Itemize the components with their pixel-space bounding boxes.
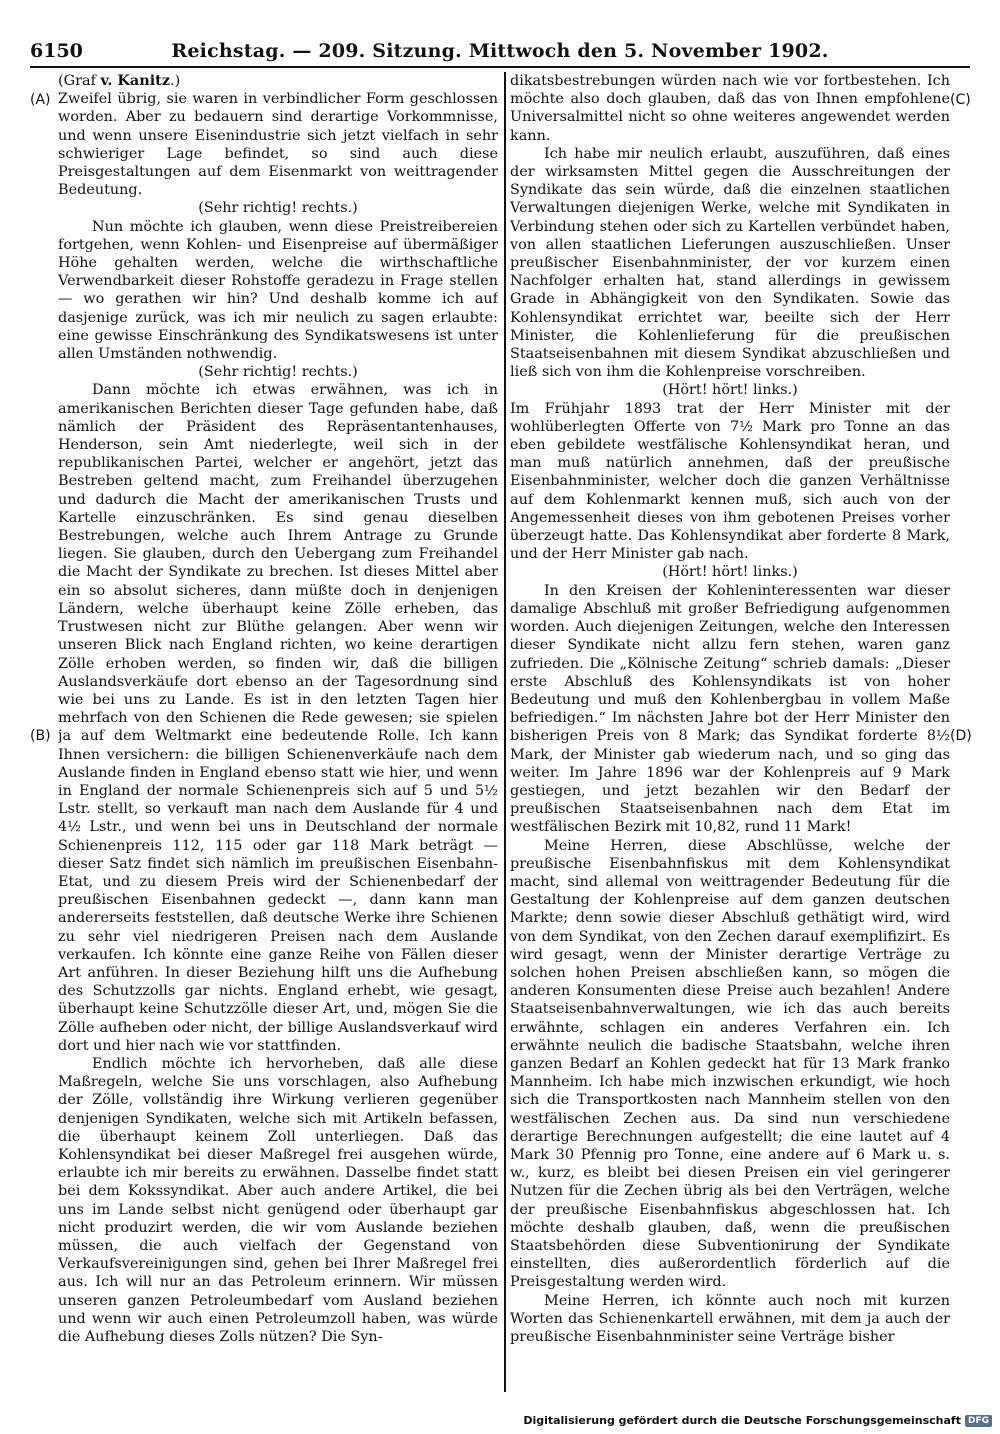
- interjection: (Sehr richtig! rechts.): [198, 364, 358, 381]
- left-column-body: [58, 90, 498, 1346]
- speaker-name: v. Kanitz: [100, 72, 170, 89]
- interjection: (Hört! hört! links.): [662, 564, 798, 581]
- right-column: [510, 72, 950, 1392]
- interjection: (Sehr richtig! rechts.): [198, 200, 358, 217]
- paragraph: Im Frühjahr 1893 trat der Herr Minister mit der wohlüberlegten Offerte von 7½ Mark pro Tonne an das eben gebildete westfälische Kohlensyndikat heran, und man muß natürlich annehmen, daß der preußische Eisenbahnminister, welcher doch die ganzen Verhältnisse auf dem Kohlenmarkt kennen muß, sich auch von der Angemessenheit dieses von ihm gebotenen Preises vorher überzeugt hatte. Das Kohlensyndikat aber forderte 8 Mark, und der Herr Minister gab nach.: [510, 400, 950, 563]
- column-rule: [504, 72, 506, 1392]
- footer-credit: [523, 1414, 992, 1427]
- running-head: Reichstag. — 209. Sitzung. Mittwoch den 5. November 1902.: [171, 40, 829, 62]
- paragraph: In den Kreisen der Kohleninteressenten war dieser damalige Abschluß mit großer Befriedigung aufgenommen worden. Auch diejenigen Zeitungen, welche den Interessen dieser Syndikate nicht allzu fern stehen, waren ganz zufrieden. Die „Kölnische Zeitung“ schrieb damals: „Dieser erste Abschluß des Kohlensyndikats ist von hoher Bedeutung und muß den Kohlenbergbau in vollem Maße befriedigen.“ Im nächsten Jahre bot der Herr Minister den bisherigen Preis von 8 Mark; das Syndikat forderte 8½ Mark, der Minister gab wiederum nach, und so ging das weiter. Im Jahre 1896 war der Kohlenpreis auf 9 Mark gestiegen, und jetzt bezahlen wir den Bedarf der preußischen Staatseisenbahnen nach dem Etat im westfälischen Bezirk mit 10,82, rund 11 Mark!: [510, 582, 950, 836]
- paragraph: Ich habe mir neulich erlaubt, auszuführen, daß eines der wirksamsten Mittel gegen die Ausschreitungen der Syndikate das sein würde, daß die einzelnen staatlichen Verwaltungen diejenigen Werke, welche mit Syndikaten in Verbindung stehen oder sich zu Kartellen verbündet haben, von allen staatlichen Lieferungen auszuschließen. Unser preußischer Eisenbahnminister, der vor kurzem einen Nachfolger erhalten hat, stand allerdings in gewissem Grade in Abhängigkeit von den Syndikaten. Sowie das Kohlensyndikat errichtet war, beeilte sich der Herr Minister, die Kohlenlieferung für die preußischen Staatseisenbahnen mit diesem Syndikat abzuschließen und ließ sich von ihm die Kohlenpreise vorschreiben.: [510, 145, 950, 381]
- margin-marker-d: (D): [950, 728, 972, 744]
- dfg-logo: DFG: [965, 1415, 992, 1427]
- left-column: [58, 72, 498, 1392]
- speaker-note: (Graf v. Kanitz.): [58, 72, 181, 89]
- paragraph: Meine Herren, ich könnte auch noch mit kurzen Worten das Schienenkartell erwähnen, mit dem ja auch der preußische Eisenbahnminister seine Verträge bisher: [510, 1292, 950, 1346]
- footer-credit-text: Digitalisierung gefördert durch die Deutsche Forschungsgemeinschaft: [523, 1414, 961, 1427]
- paragraph: Zweifel übrig, sie waren in verbindlicher Form geschlossen worden. Aber zu bedauern sind derartige Vorkommnisse, und wenn unsere Eisenindustrie sich jetzt vielfach in sehr schwieriger Lage befindet, so sind auch diese Preisgestaltungen auf dem Eisenmarkt von weittragender Bedeutung.: [58, 91, 498, 199]
- page-number: 6150: [30, 40, 83, 62]
- margin-marker-c: (C): [950, 92, 971, 108]
- margin-marker-a: (A): [30, 92, 51, 108]
- right-column-body: [510, 72, 950, 1346]
- paragraph: Meine Herren, diese Abschlüsse, welche der preußische Eisenbahnfiskus mit dem Kohlensyndikat macht, sind allemal von weittragender Bedeutung für die Gestaltung der Kohlenpreise auf dem ganzen deutschen Markte; denn sowie dieser Abschluß gethätigt wird, wird von dem Syndikat, von den Zechen darauf exemplifizirt. Es wird gesagt, wenn der Minister derartige Verträge zu solchen hohen Preisen abschließen kann, so mögen die anderen Konsumenten diese Preise auch bezahlen! Andere Staatseisenbahnverwaltungen, wie ich das auch bereits erwähnte, schlagen ein anderes Verfahren ein. Ich erwähnte neulich die badische Staatsbahn, welche ihren ganzen Bedarf an Kohlen gedeckt hat für 13 Mark franko Mannheim. Ich habe mich inzwischen erkundigt, wie hoch sich die Transportkosten nach Mannheim stellen von den westfälischen Zechen aus. Da sind nun verschiedene derartige Berechnungen aufgestellt; die eine lautet auf 4 Mark 30 Pfennig pro Tonne, eine andere auf 6 Mark u. s. w., kurz, es bleibt bei diesen Preisen ein viel geringerer Nutzen für die Zechen übrig als bei den Verträgen, welche der preußische Eisenbahnfiskus abgeschlossen hat. Ich möchte deshalb glauben, daß, wenn die preußischen Staatsbehörden diese Subventionirung der Syndikate einstellten, dies außerordentlich förderlich auf die Preisgestaltung werden wird.: [510, 837, 950, 1291]
- paragraph: dikatsbestrebungen würden nach wie vor fortbestehen. Ich möchte also doch glauben, daß das von Ihnen empfohlene Universalmittel nicht so ohne weiteres angewendet werden kann.: [510, 73, 950, 144]
- paragraph: Dann möchte ich etwas erwähnen, was ich in amerikanischen Berichten dieser Tage gefunden habe, daß nämlich der Präsident des Repräsentantenhauses, Henderson, sein Amt niederlegte, weil sich in der republikanischen Partei, welcher er angehört, jetzt das Bestreben geltend macht, zum Freihandel überzugehen und dadurch die Macht der amerikanischen Trusts und Kartelle einzuschränken. Es sind genau dieselben Bestrebungen, welche auch Ihrem Antrage zu Grunde liegen. Sie glauben, durch den Uebergang zum Freihandel die Macht der Syndikate zu brechen. Ist dieses Mittel aber ein so absolut sicheres, dann müßte doch in denjenigen Ländern, welche überhaupt keine Zölle erheben, das Trustwesen nicht zur Blüthe gelangen. Aber wenn wir unseren Blick nach England richten, wo keine derartigen Zölle erhoben werden, so finden wir, daß die billigen Auslandsverkäufe dort ebenso an der Tagesordnung sind wie bei uns zu Lande. Es ist in den letzten Tagen hier mehrfach von den Schienen die Rede gewesen; sie spielen ja auf dem Weltmarkt eine bedeutende Rolle. Ich kann Ihnen versichern: die billigen Schienenverkäufe nach dem Auslande finden in England ebenso statt wie hier, und wenn in England der normale Schienenpreis sich auf 5 und 5½ Lstr. stellt, so verkauft man nach dem Auslande für 4 und 4½ Lstr., und wenn bei uns in Deutschland der normale Schienenpreis 112, 115 oder gar 118 Mark beträgt — dieser Satz findet sich nämlich im preußischen Eisenbahn-Etat, und zu diesem Preis wird der Schienenbedarf der preußischen Eisenbahnen gedeckt —, dann kann man andererseits feststellen, daß deutsche Werke ihre Schienen zu sehr viel niedrigeren Preisen nach dem Auslande verkaufen. Ich könnte eine ganze Reihe von Fällen dieser Art anführen. In dieser Beziehung hilft uns die Aufhebung des Schutzzolls gar nichts. England erhebt, wie gesagt, überhaupt keine Schutzzölle dieser Art, und, mögen Sie die Zölle aufheben oder nicht, der billige Auslandsverkauf wird dort und hier nach wie vor stattfinden.: [58, 382, 498, 1054]
- margin-marker-b: (B): [30, 728, 51, 744]
- header-rule: [30, 66, 970, 68]
- page-header: [30, 38, 970, 68]
- interjection: (Hört! hört! links.): [662, 382, 798, 399]
- paragraph: Nun möchte ich glauben, wenn diese Preistreibereien fortgehen, wenn Kohlen- und Eisenpreise auf übermäßiger Höhe gehalten werden, welche die wirthschaftliche Verwendbarkeit dieser Rohstoffe geradezu in Frage stellen — wo gerathen wir hin? Und deshalb komme ich auf dasjenige zurück, was ich mir neulich zu sagen erlaubte: eine gewisse Einschränkung des Syndikatswesens ist unter allen Umständen nothwendig.: [58, 218, 498, 363]
- paragraph: Endlich möchte ich hervorheben, daß alle diese Maßregeln, welche Sie uns vorschlagen, also Aufhebung der Zölle, vollständig ihre Wirkung verlieren gegenüber denjenigen Syndikaten, welche sich mit Artikeln befassen, die überhaupt keinem Zoll unterliegen. Daß das Kohlensyndikat bei dieser Maßregel frei ausgehen würde, erlaubte ich mir bereits zu erwähnen. Dasselbe findet statt bei dem Kokssyndikat. Aber auch andere Artikel, die bei uns im Lande selbst nicht genügend oder überhaupt gar nicht produzirt werden, die wir vom Auslande beziehen müssen, die auch vielfach der Gegenstand von Verkaufsvereinigungen sind, gehen bei Ihrer Maßregel frei aus. Ich will nur an das Petroleum erinnern. Wir müssen unseren ganzen Petroleumbedarf vom Ausland beziehen und wenn wir auch einen Petroleumzoll haben, was würde die Aufhebung dieses Zolls nützen? Die Syn-: [58, 1055, 498, 1346]
